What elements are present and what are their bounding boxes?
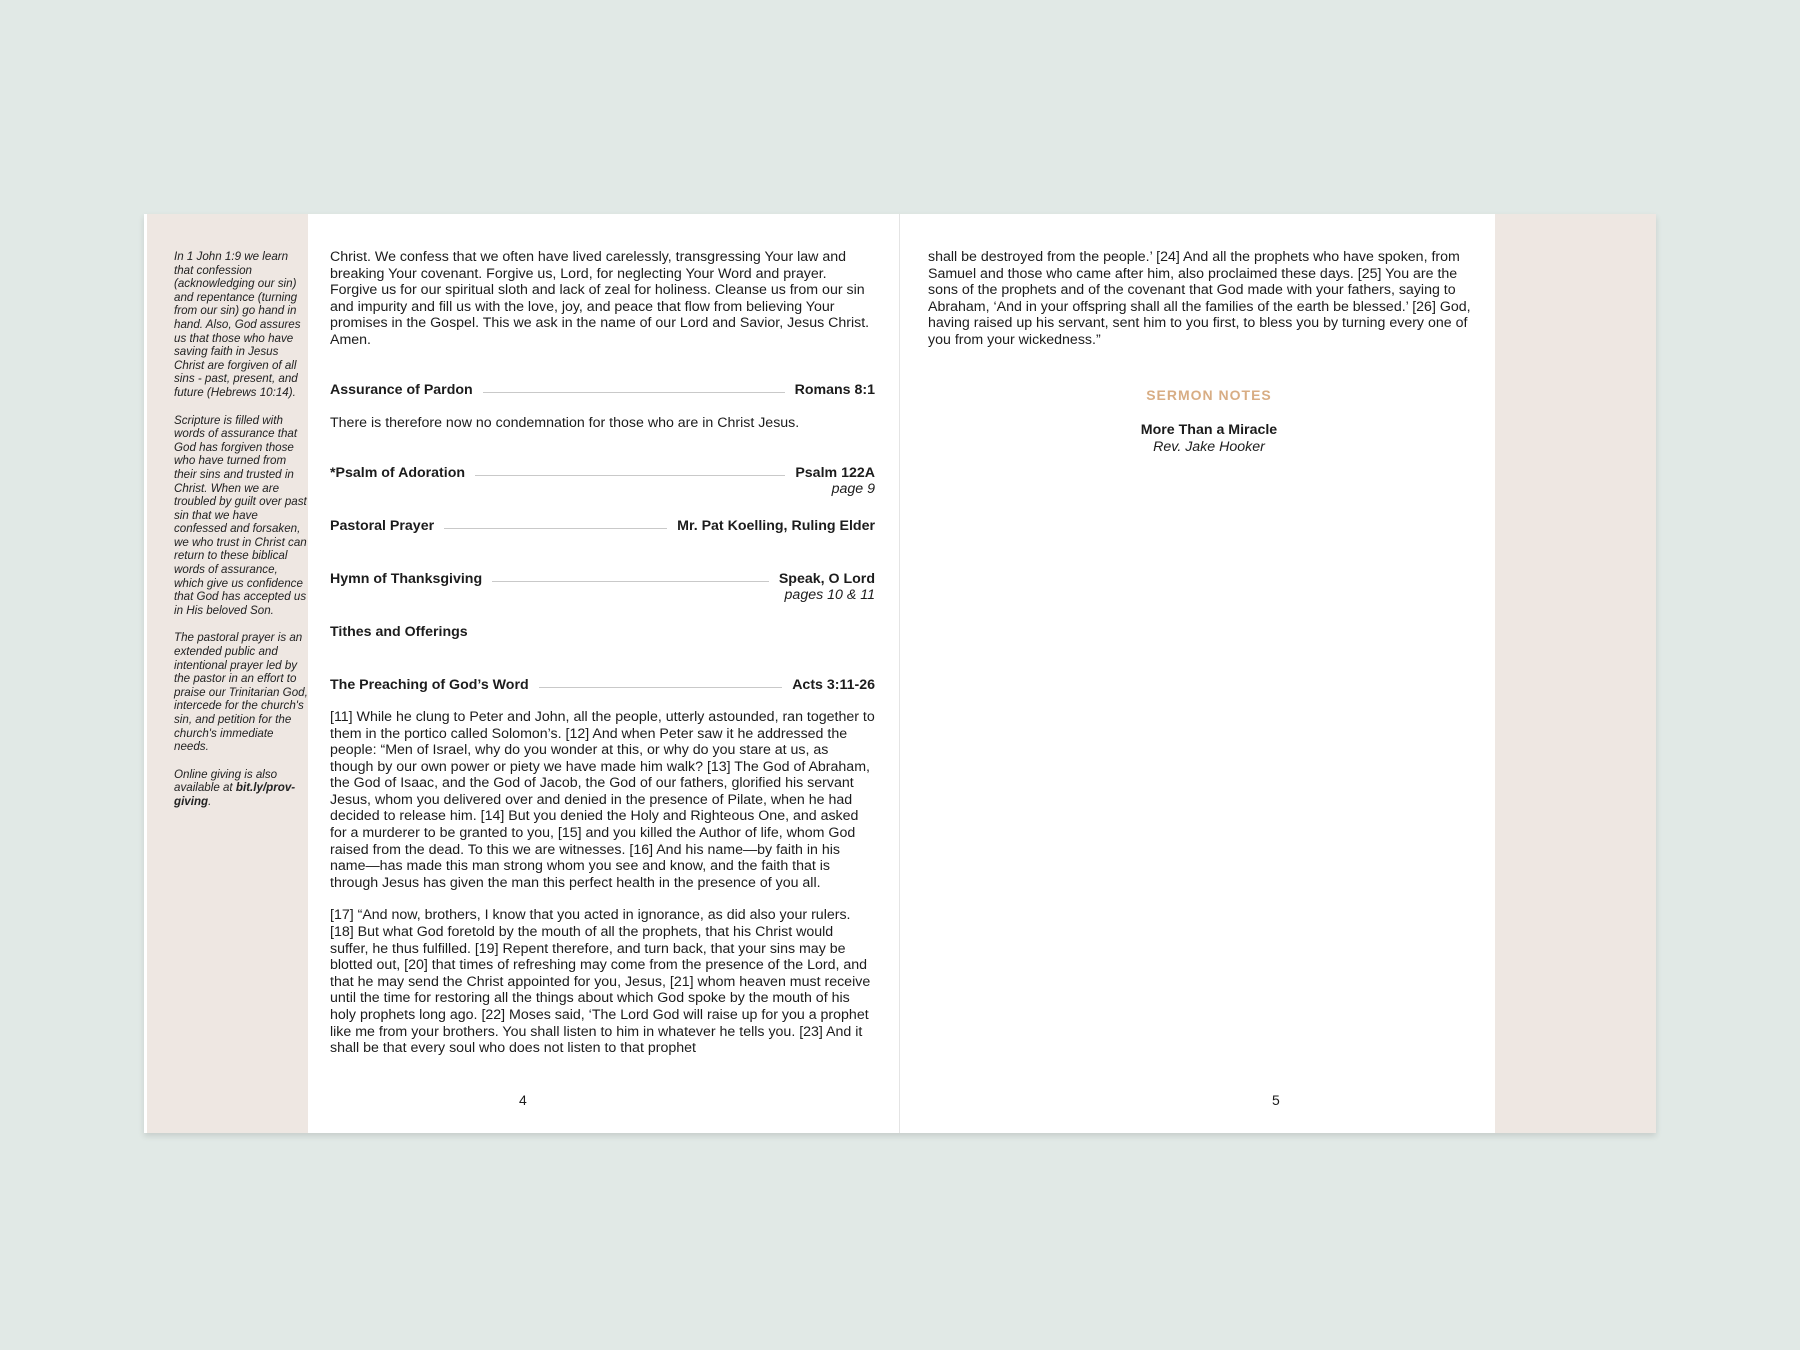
- sermon-notes-heading: SERMON NOTES: [1146, 386, 1272, 403]
- assurance-ref: Romans 8:1: [794, 381, 875, 398]
- prayer-row: [330, 518, 875, 535]
- sermon-title: More Than a Miracle: [1140, 422, 1278, 439]
- prayer-leader: Mr. Pat Koelling, Ruling Elder: [677, 517, 875, 534]
- psalm-title: *Psalm of Adoration: [330, 464, 466, 481]
- giving-text: Online giving is also available at: [174, 767, 278, 795]
- sidebar-notes: [174, 250, 308, 823]
- scripture-paragraph-2: [17] “And now, brothers, I know that you acted in ignorance, as did also your rulers. [18] But what God foretold by the mouth of all the prophets, that his Christ would suffer, he thus fulfilled. [19] Repent therefore, and turn back, that your sins may be blotted out, [20] that times of refreshing may come from the presence of the Lord, and that he may send the Christ appointed for you, Jesus, [21] whom heaven must receive until the time for restoring all the things about which God spoke by the mouth of his holy prophets long ago. [22] Moses said, ‘The Lord God will raise up for you a prophet like me from your brothers. You shall listen to him in whatever he tells you. [23] And it shall be that every soul who does not listen to that prophet: [330, 907, 871, 1057]
- leader-rule: [539, 677, 783, 688]
- giving-link[interactable]: bit.ly/prov-giving: [174, 781, 296, 808]
- hymn-row: [330, 571, 875, 604]
- psalm-row: [330, 465, 875, 498]
- leader-rule: [483, 382, 785, 393]
- assurance-row: [330, 382, 875, 399]
- page-number-left: 4: [519, 1092, 527, 1108]
- psalm-ref: Psalm 122A: [795, 464, 875, 481]
- right-margin: [1495, 214, 1656, 1133]
- preaching-row: [330, 677, 875, 694]
- psalm-page: page 9: [831, 481, 875, 498]
- preaching-ref: Acts 3:11-26: [792, 677, 875, 694]
- leader-rule: [475, 465, 785, 476]
- hymn-title: Hymn of Thanksgiving: [330, 570, 483, 587]
- giving-end: .: [208, 794, 212, 808]
- hymn-name: Speak, O Lord: [778, 570, 875, 587]
- right-page: [928, 249, 1490, 455]
- leader-rule: [492, 571, 769, 582]
- tithes-title: Tithes and Offerings: [330, 623, 468, 640]
- prayer-title: Pastoral Prayer: [330, 517, 435, 534]
- leader-rule: [444, 518, 667, 529]
- assurance-text: There is therefore now no condemnation for those who are in Christ Jesus.: [330, 415, 800, 432]
- tithes-row: [330, 624, 875, 641]
- confession-text: Christ. We confess that we often have lived carelessly, transgressing Your law and breaking Your covenant. Forgive us, Lord, for neglecting Your Word and prayer. Forgive us for our spiritual sloth and lack of zeal for holiness. Cleanse us from our sin and impurity and fill us with the love, joy, and peace that flow from believing Your promises in the Gospel. This we ask in the name of our Lord and Savior, Jesus Christ. Amen.: [330, 249, 870, 348]
- sidebar-note-giving: [174, 768, 308, 809]
- sidebar-note-assurance: Scripture is filled with words of assurance that God has forgiven those who have turned from their sins and trusted in Christ. When we are troubled by guilt over past sin that we have confessed and forsaken, we who trust in Christ can return to these biblical words of assurance, which give us confidence that God has accepted us in His beloved Son.: [174, 413, 307, 617]
- sidebar-note-confession: In 1 John 1:9 we learn that confession (acknowledging our sin) and repentance (turning from our sin) go hand in hand. Also, God assures us that those who have saving faith in Jesus Christ are forgiven of all sins - past, present, and future (Hebrews 10:14).: [174, 250, 301, 399]
- page-spine: [899, 214, 900, 1133]
- hymn-pages: pages 10 & 11: [784, 587, 875, 604]
- sermon-speaker: Rev. Jake Hooker: [1153, 438, 1265, 455]
- scripture-continuation: shall be destroyed from the people.’ [24] And all the prophets who have spoken, from Samuel and those who came after him, also proclaimed these days. [25] You are the sons of the prophets and of the covenant that God made with your fathers, saying to Abraham, ‘And in your offspring shall all the families of the earth be blessed.’ [26] God, having raised up his servant, sent him to you first, to bless you by turning every one of you from your wickedness.”: [928, 249, 1471, 348]
- assurance-title: Assurance of Pardon: [330, 381, 473, 398]
- scripture-paragraph-1: [11] While he clung to Peter and John, all the people, utterly astounded, ran together to them in the portico called Solomon’s. [12] And when Peter saw it he addressed the people: “Men of Israel, why do you wonder at this, or why do you stare at us, as though by our own power or piety we have made him walk? [13] The God of Abraham, the God of Isaac, and the God of Jacob, the God of our fathers, glorified his servant Jesus, whom you delivered over and denied in the presence of Pilate, when he had decided to release him. [14] But you denied the Holy and Righteous One, and asked for a murderer to be granted to you, [15] and you killed the Author of life, whom God raised from the dead. To this we are witnesses. [16] And his name—by faith in his name—has made this man strong whom you see and know, and the faith that is through Jesus has given the man this perfect health in the presence of you all.: [330, 708, 875, 891]
- sidebar-note-prayer: The pastoral prayer is an extended public and intentional prayer led by the pastor in an effort to praise our Trinitarian God, intercede for the church's sin, and petition for the church's immediate needs.: [174, 631, 308, 754]
- left-page: [330, 249, 875, 1057]
- page-number-right: 5: [1272, 1092, 1280, 1108]
- preaching-title: The Preaching of God’s Word: [330, 677, 529, 694]
- bulletin-spread: [144, 214, 1656, 1133]
- left-sidebar: [147, 214, 308, 1133]
